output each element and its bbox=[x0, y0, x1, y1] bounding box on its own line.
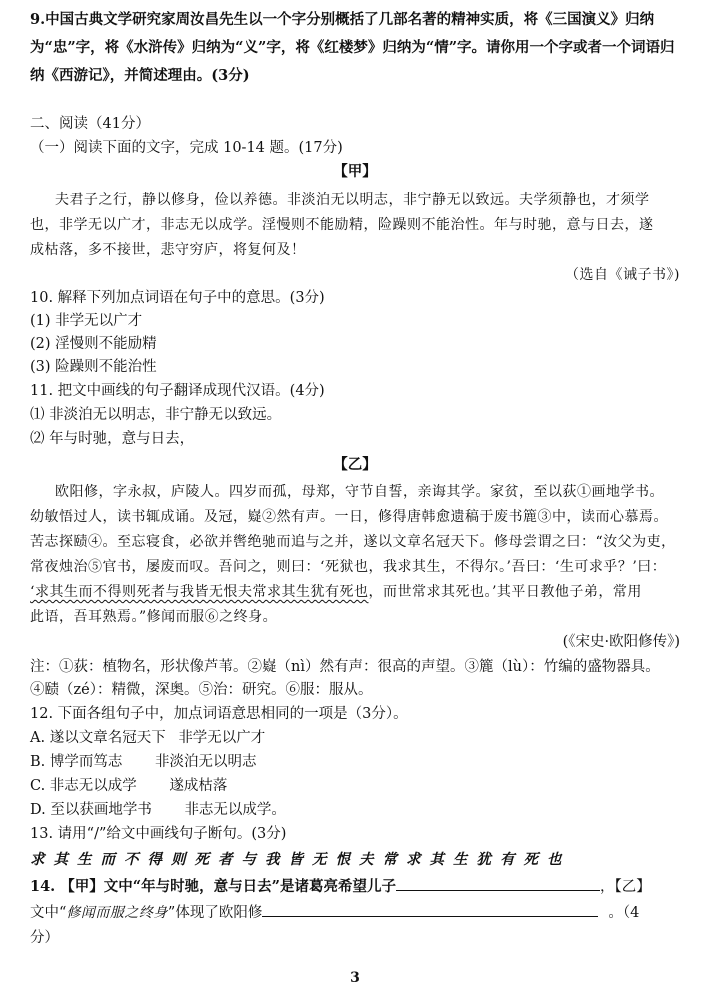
passage-jia-line2: 也，非学无以广才，非志无以成学。淫慢则不能励精，险躁则不能治性。年与时驰，意与日去，遂 bbox=[30, 217, 654, 233]
passage-yi-line5 bbox=[30, 582, 680, 602]
q14-part3a: 文中“ bbox=[30, 905, 67, 921]
passage-yi-line3: 苦志探赜④。至忘寝食，必欲并辔绝驰而追与之并，遂以文章名冠天下。修母尝谓之曰：“汝父为吏， bbox=[30, 534, 676, 550]
q14-answer-blank-2[interactable] bbox=[262, 902, 598, 917]
section-subheading: （一）阅读下面的文字，完成 10-14 题。(17分) bbox=[30, 140, 343, 156]
passage-yi-title: 【乙】 bbox=[333, 456, 377, 473]
q14-line1 bbox=[30, 876, 680, 897]
q12-option-b-left: B. 博学而笃志 bbox=[30, 754, 123, 770]
passage-jia-line1: 夫君子之行，静以修身，俭以养德。非淡泊无以明志，非宁静无以致远。夫学须静也，才须学 bbox=[55, 192, 650, 208]
q14-part1: 14. 【甲】文中“年与时驰，意与日去”是诸葛亮希望儿子 bbox=[30, 878, 396, 895]
q10-stem: 10. 解释下列加点词语在句子中的意思。(3分) bbox=[30, 290, 325, 306]
q14-part3d: 。（4 bbox=[608, 905, 640, 921]
q11-item-1: ⑴ 非淡泊无以明志，非宁静无以致远。 bbox=[30, 407, 282, 423]
q12-option-a-left: A. 遂以文章名冠天下 bbox=[30, 730, 166, 746]
q9-line2: 为“忠”字，将《水浒传》归纳为“义”字，将《红楼梦》归纳为“情”字。请你用一个字或者一个词语归 bbox=[30, 39, 675, 56]
passage-yi-line2: 幼敏悟过人，读书辄成诵。及冠，嶷②然有声。一日，修得唐韩愈遗稿于废书簏③中，读而心慕焉。 bbox=[30, 509, 668, 525]
q12-option-c-right: 遂成枯落 bbox=[169, 778, 228, 794]
notes-line2: ④赜（zé）：精微，深奥。⑤治：研究。⑥服：服从。 bbox=[30, 682, 373, 698]
notes-line1: 注：①荻：植物名，形状像芦苇。②嶷（nì）然有声：很高的声望。③簏（lù）：竹编的盛物器具。 bbox=[30, 659, 660, 675]
q14-quote: 修闻而服之终身 bbox=[66, 905, 168, 921]
q14-answer-blank-1[interactable] bbox=[396, 876, 600, 891]
q11-stem: 11. 把文中画线的句子翻译成现代汉语。(4分) bbox=[30, 383, 325, 399]
q10-item-2: (2) 淫慢则不能励精 bbox=[30, 336, 157, 352]
q12-option-b-right: 非淡泊无以明志 bbox=[154, 754, 257, 770]
q12-option-c bbox=[30, 776, 680, 796]
underlined-sentence: ‘求其生而不得则死者与我皆无恨夫常求其生犹有死也 bbox=[30, 584, 369, 600]
q14-line2 bbox=[30, 902, 680, 923]
q9-line3: 纳《西游记》，并简述理由。(3分) bbox=[30, 67, 250, 84]
passage-yi-line5-rest: ，而世常求其死也。’其平日教他子弟，常用 bbox=[368, 584, 642, 600]
q12-option-d bbox=[30, 800, 680, 820]
passage-jia-title: 【甲】 bbox=[333, 163, 377, 180]
q9-line1: 9.中国古典文学研究家周汝昌先生以一个字分别概括了几部名著的精神实质，将《三国演义》归纳 bbox=[30, 11, 655, 28]
passage-jia-line3: 成枯落，多不接世，悲守穷庐，将复何及！ bbox=[30, 242, 306, 258]
passage-yi-source: (《宋史·欧阳修传》) bbox=[562, 634, 680, 650]
q12-option-a bbox=[30, 728, 680, 748]
q12-option-c-left: C. 非志无以成学 bbox=[30, 778, 137, 794]
q10-item-1: (1) 非学无以广才 bbox=[30, 313, 143, 329]
q12-option-d-right: 非志无以成学。 bbox=[184, 802, 286, 818]
section-heading: 二、阅读（41分） bbox=[30, 116, 150, 132]
q12-option-b bbox=[30, 752, 680, 772]
q14-part2: ，【乙】 bbox=[599, 879, 651, 895]
passage-yi-line4: 常夜烛治⑤官书，屡废而叹。吾问之，则曰：‘死狱也，我求其生，不得尔。’吾曰：‘生可求乎？’曰： bbox=[30, 559, 667, 575]
q11-item-2: ⑵ 年与时驰，意与日去， bbox=[30, 431, 195, 447]
q14-part3c: ”体现了欧阳修 bbox=[167, 905, 263, 921]
page-number: 3 bbox=[350, 970, 360, 986]
q12-option-d-left: D. 至以获画地学书 bbox=[30, 802, 152, 818]
passage-jia-source: （选自《诫子书》) bbox=[565, 267, 680, 283]
q13-sentence: 求其生而不得则死者与我皆无恨夫常求其生犹有死也 bbox=[30, 851, 571, 868]
q10-item-3: (3) 险躁则不能治性 bbox=[30, 359, 157, 375]
q12-stem: 12. 下面各组句子中，加点词语意思相同的一项是（3分）。 bbox=[30, 706, 408, 722]
passage-yi-line1: 欧阳修，字永叔，庐陵人。四岁而孤，母郑，守节自誓，亲诲其学。家贫，至以荻①画地学书。 bbox=[55, 484, 664, 500]
q14-line3: 分） bbox=[30, 930, 59, 946]
q13-stem: 13. 请用“/”给文中画线句子断句。(3分) bbox=[30, 826, 287, 842]
q12-option-a-right: 非学无以广才 bbox=[178, 730, 266, 746]
passage-yi-line6: 此语，吾耳熟焉。”修闻而服⑥之终身。 bbox=[30, 609, 278, 625]
